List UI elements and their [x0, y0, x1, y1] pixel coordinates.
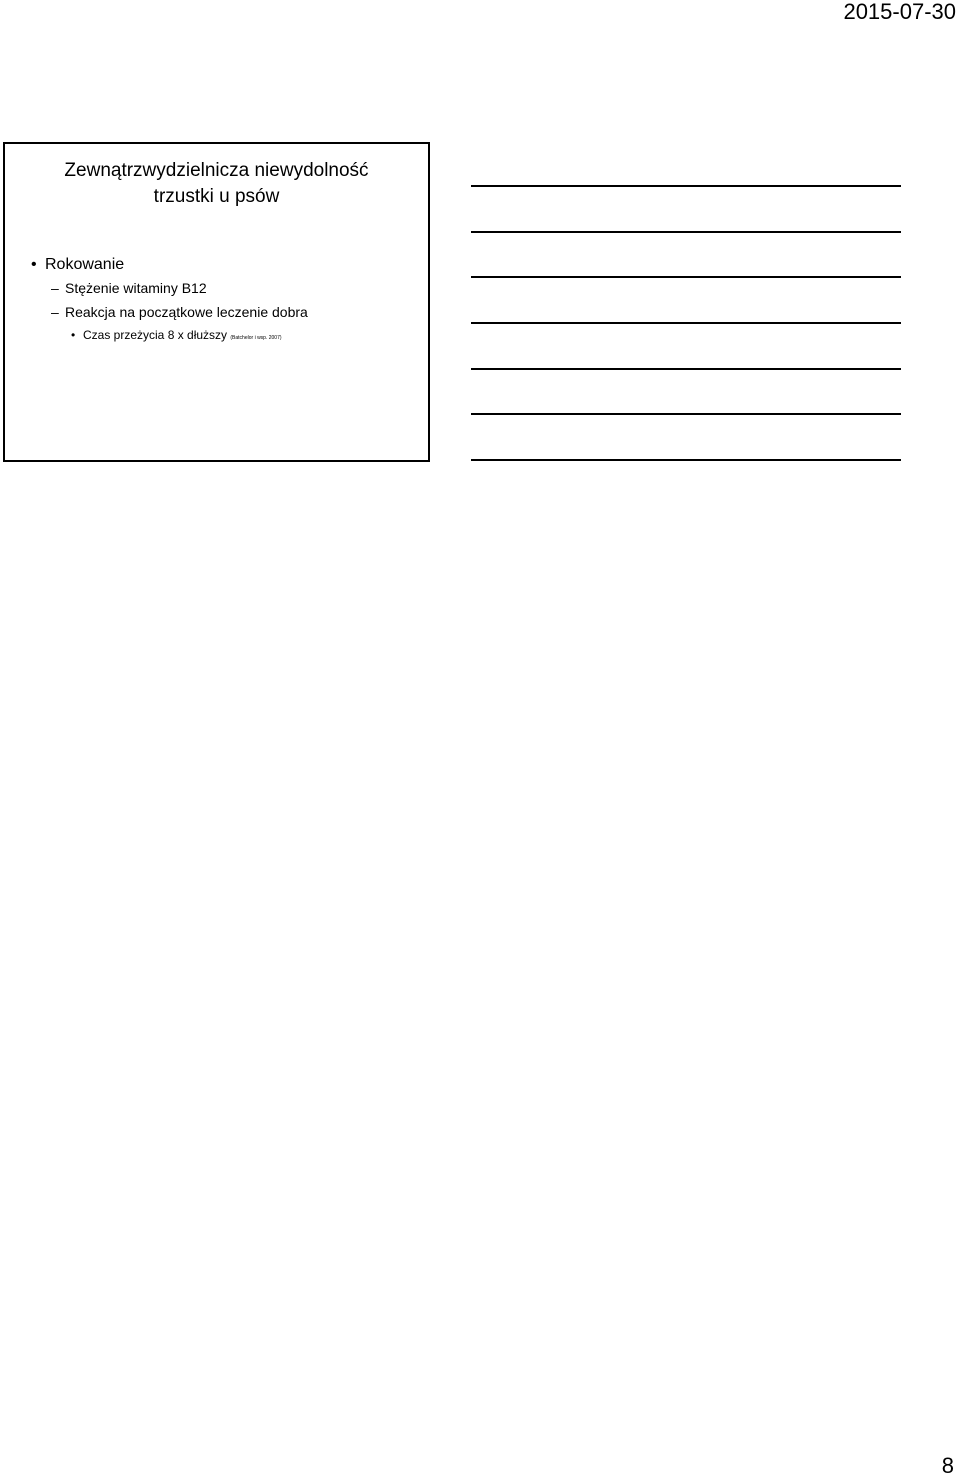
- note-line[interactable]: [471, 276, 901, 278]
- citation: (Batchelor i wsp. 2007): [230, 335, 282, 341]
- sub-sub-bullet-item-survival: [31, 326, 418, 346]
- note-line[interactable]: [471, 322, 901, 324]
- slide-title-line-2: trzustki u psów: [153, 186, 280, 207]
- sub-bullet-text: Stężenie witaminy B12: [65, 280, 207, 296]
- note-line[interactable]: [471, 459, 901, 461]
- sub-bullet-item-reakcja: [31, 302, 418, 326]
- page-number: 8: [941, 1453, 954, 1478]
- slide-bullet-list: [31, 254, 418, 346]
- slide-title: [5, 158, 428, 210]
- slide-thumbnail: [3, 142, 430, 462]
- note-line[interactable]: [471, 231, 901, 233]
- sub-sub-bullet-text: Czas przeżycia 8 x dłuższy: [83, 328, 228, 342]
- bullet-item-rokowanie: [31, 254, 418, 278]
- notes-lines: [471, 185, 901, 505]
- note-line[interactable]: [471, 185, 901, 187]
- note-line[interactable]: [471, 413, 901, 415]
- sub-bullet-item-b12: [31, 278, 418, 302]
- page-date: 2015-07-30: [843, 0, 956, 24]
- bullet-dot-icon: •: [71, 328, 76, 342]
- sub-bullet-text: Reakcja na początkowe leczenie dobra: [65, 304, 308, 320]
- dash-icon: –: [51, 280, 59, 296]
- bullet-dot-icon: •: [31, 256, 37, 273]
- slide-title-line-1: Zewnątrzwydzielnicza niewydolność: [64, 160, 369, 181]
- dash-icon: –: [51, 304, 59, 320]
- note-line[interactable]: [471, 368, 901, 370]
- bullet-text: Rokowanie: [45, 256, 125, 273]
